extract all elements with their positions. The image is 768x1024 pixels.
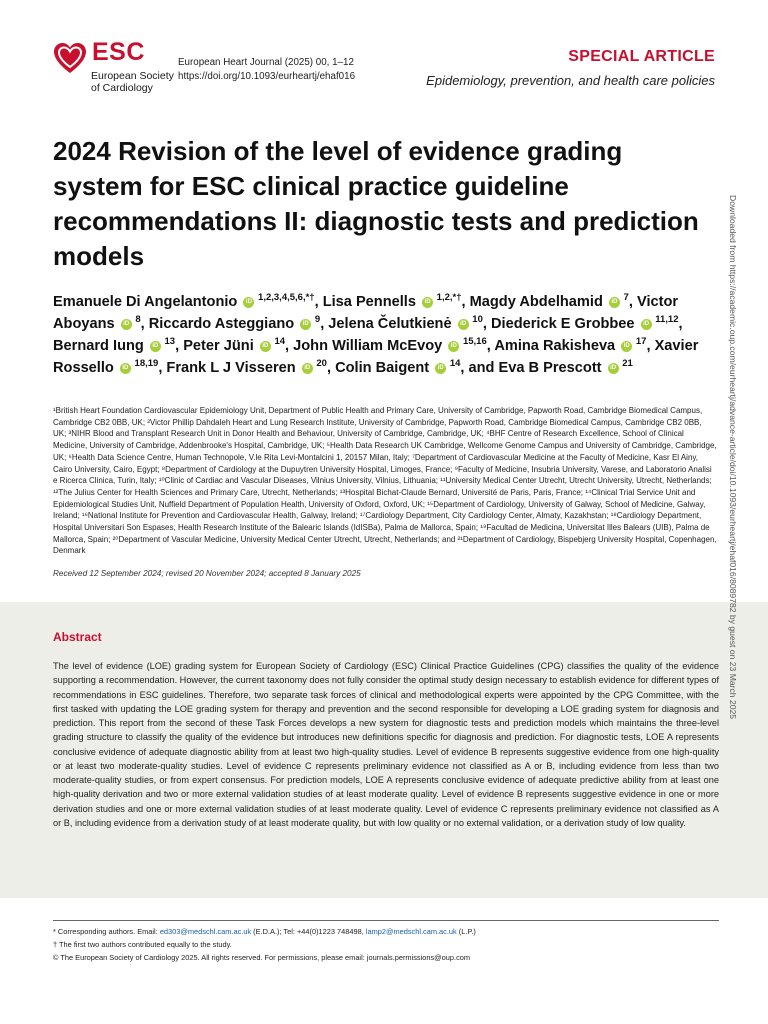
received-dates: Received 12 September 2024; revised 20 November 2024; accepted 8 January 2025 bbox=[53, 569, 361, 578]
author-name: Magdy Abdelhamid bbox=[469, 294, 603, 310]
author-affiliation-marks: 1,2,3,4,5,6,*† bbox=[255, 292, 315, 304]
orcid-icon[interactable]: iD bbox=[243, 297, 254, 308]
author bbox=[328, 316, 483, 332]
abstract-text: The level of evidence (LOE) grading system for European Society of Cardiology (ESC) Clinical Practice Guidelines (CPG) classifies the quality of the evidence supporting a recommendation. However, the current taxonomy does not fully consider the optimal study design necessary to establish evidence for different types of recommendations in ESC guidelines. Therefore, two separate task forces of clinical and methodological experts were appointed by the CPG Committee, with the first tasked with updating the LOE grading system for therapy and prevention and the second responsible for developing a LOE grading system for diagnosis and prediction. This report from the second of these Task Forces develops a new system for diagnostic tests and prediction models which maintains the three-level grading structure to classify the quality of the evidence but introduces new definitions specific for diagnosis and prediction. For diagnostic tests, LOE A represents conclusive evidence of adequate diagnostic ability from at least two high-quality studies. Level of evidence B represents suggestive evidence from one high-quality or at least two moderate-quality studies. Level of evidence C represents preliminary evidence not classified as A or B, including evidence from less than two moderate-quality studies, or from expert consensus. For prediction models, LOE A represents conclusive evidence of adequate predictive ability from at least one high-quality derivation and two or more external validation studies of at least moderate quality. Level of evidence B represents suggestive evidence in one or more derivation studies and one or more external validation studies of at least moderate quality. Level of evidence C represents preliminary evidence not classified as A or B, including evidence from a derivation study of at least moderate quality, but with low quality or no external validation, or a derivation study of low quality. bbox=[53, 661, 719, 828]
author-name: Peter Jüni bbox=[183, 338, 254, 354]
author-affiliation-marks: 11,12 bbox=[652, 314, 679, 326]
esc-logo-subtitle-line2: of Cardiology bbox=[91, 82, 153, 94]
author-name: Frank L J Visseren bbox=[166, 360, 296, 376]
author-affiliation-marks: 10 bbox=[469, 314, 483, 326]
author bbox=[494, 338, 646, 354]
paper-title: 2024 Revision of the level of evidence grading system for ESC clinical practice guideline recommendations II: diagnostic tests and prediction models bbox=[53, 136, 699, 271]
author-affiliation-marks: 9 bbox=[312, 314, 321, 326]
doi-link[interactable]: https://doi.org/10.1093/eurheartj/ehaf016 bbox=[178, 71, 356, 82]
author bbox=[53, 338, 175, 354]
author bbox=[499, 360, 633, 376]
footnote-divider bbox=[53, 920, 719, 921]
copyright-note: © The European Society of Cardiology 2025. All rights reserved. For permissions, please email: journals.permissions@oup.com bbox=[53, 953, 471, 962]
article-category: Epidemiology, prevention, and health care policies bbox=[426, 73, 715, 88]
email-link-1[interactable]: ed303@medschl.cam.ac.uk bbox=[159, 927, 252, 936]
equal-contribution-note: † The first two authors contributed equally to the study. bbox=[53, 940, 232, 949]
journal-citation: European Heart Journal (2025) 00, 1–12 bbox=[178, 57, 354, 68]
author bbox=[470, 294, 629, 310]
author-name: Lisa Pennells bbox=[322, 294, 416, 310]
author bbox=[491, 316, 679, 332]
orcid-icon[interactable]: iD bbox=[422, 297, 433, 308]
author-affiliation-marks: 14 bbox=[271, 336, 286, 348]
orcid-icon[interactable]: iD bbox=[121, 319, 132, 330]
author-affiliation-marks: 21 bbox=[619, 358, 633, 370]
author bbox=[183, 338, 285, 354]
author-name: Eva B Prescott bbox=[498, 360, 602, 376]
email-link-2[interactable]: lamp2@medschl.cam.ac.uk bbox=[365, 927, 457, 936]
author-name: Diederick E Grobbee bbox=[490, 316, 635, 332]
author-name: Jelena Čelutkienė bbox=[328, 316, 452, 332]
author-affiliation-marks: 20 bbox=[313, 358, 327, 370]
author bbox=[335, 360, 460, 376]
author-affiliation-marks: 17 bbox=[633, 336, 647, 348]
esc-logo-subtitle-line1: European Society bbox=[91, 70, 174, 82]
orcid-icon[interactable]: iD bbox=[641, 319, 652, 330]
orcid-icon[interactable]: iD bbox=[621, 341, 632, 352]
abstract-heading: Abstract bbox=[53, 630, 102, 644]
author-affiliation-marks: 15,16 bbox=[460, 336, 487, 348]
affiliations-block: ¹British Heart Foundation Cardiovascular Epidemiology Unit, Department of Public Health and Primary Care, University of Cambridge, Papworth Road, Cambridge Biomedical Campus, Cambridge CB2 0BB, UK; ²Victor Phillip Dahdaleh Heart and Lung Research Institute, University of Cambridge, Papworth Road, Cambridge Biomedical Campus, Cambridge CB2 0BB, UK; ³NIHR Blood and Transplant Research Unit in Donor Health and Behaviour, University of Cambridge, Cambridge, UK; ⁴BHF Centre of Research Excellence, School of Clinical Medicine, University of Cambridge, Addenbrooke's Hospital, Cambridge, UK; ⁵Health Data Research UK Cambridge, Wellcome Genome Campus and University of Cambridge, Cambridge, UK; ⁶Health Data Science Centre, Human Technopole, V.le Rita Levi-Montalcini 1, 20157 Milan, Italy; ⁷Department of Cardiovascular Medicine at the Faculty of Medicine, Kasr El Ainy, Cairo University, Cairo, Egypt; ⁸Department of Cardiology at the Dupuytren University Hospital, Limoges, France; ⁹Faculty of Medicine, Insubria University, Varese, and Laboratorio Analisi e Ricerca Clinica, Turin, Italy; ¹⁰Clinic of Cardiac and Vascular Diseases, Vilnius University, Vilnius, Lithuania; ¹¹University Medical Center Utrecht, Utrecht University, Utrecht, Netherlands; ¹²The Julius Center for Health Sciences and Primary Care, Utrecht, Netherlands; ¹³Hospital Bichat-Claude Bernard, Université de Paris, Paris, France; ¹⁴Clinical Trial Service Unit and Epidemiological Studies Unit, Nuffield Department of Population Health, University of Oxford, Oxford, UK; ¹⁵Department of Cardiology, University of Galway, School of Medicine, Galway, Ireland; ¹⁶National Institute for Prevention and Cardiovascular Health, Galway, Ireland; ¹⁷Cardiology Department, City Cardiology Center, Almaty, Kazakhstan; ¹⁸Cardiology Department, Hospital Universitari Son Espases, Health Research Institute of the Balearic Islands (IdISBa), Palma de Mallorca, Spain; ¹⁹Facultad de Medicina, Universitat Illes Balears (UIB), Palma de Mallorca, Spain; ²⁰Department of Vascular Medicine, University Medical Center Utrecht, Utrecht, Netherlands; and ²¹Department of Cardiology, Bispebjerg University Hospital, Copenhagen, Denmark bbox=[53, 406, 717, 556]
author-name: Emanuele Di Angelantonio bbox=[53, 294, 238, 310]
corresponding-author-note bbox=[53, 925, 719, 938]
author-affiliation-marks: 8 bbox=[132, 314, 141, 326]
corresponding-mid: (E.D.A.); Tel: +44(0)1223 748498, bbox=[251, 927, 366, 936]
author bbox=[53, 294, 315, 310]
article-type-label: SPECIAL ARTICLE bbox=[568, 48, 715, 65]
author-list: Emanuele Di Angelantonio iD $^{1,2,3,4,5,6,*\dagger}$, Lisa Pennells iD $^{1,2,*\dagger}$, Magdy Abdelhamid iD $^7$, Victor Aboyans iD $^8$, Riccardo Asteggiano iD $^9$, Jelena Čelutkienė iD $^{10}$, Diederick E Grobbee iD $^{11,12}$, Bernard Iung iD $^{13}$, Peter Jüni iD $^{14}$, John William McEvoy iD $^{15,16}$, Amina Rakisheva iD $^{17}$, Xavier Rossello iD $^{18,19}$, Frank L J Visseren iD $^{20}$, Colin Baigent iD $^{14}$, and Eva B Prescott iD $^{21}$ bbox=[53, 292, 699, 376]
author-name: Amina Rakisheva bbox=[494, 338, 616, 354]
orcid-icon[interactable]: iD bbox=[150, 341, 161, 352]
corresponding-suffix: (L.P.) bbox=[456, 927, 476, 936]
download-watermark bbox=[728, 195, 751, 795]
author-affiliation-marks: 18,19 bbox=[131, 358, 159, 370]
author bbox=[323, 294, 462, 310]
orcid-icon[interactable]: iD bbox=[300, 319, 311, 330]
footnotes bbox=[53, 925, 719, 964]
esc-heart-logo-icon bbox=[53, 42, 87, 76]
orcid-icon[interactable]: iD bbox=[435, 363, 446, 374]
download-watermark-text: Downloaded from https://academic.oup.com/eurheartj/advance-article/doi/10.1093/eurheartj/ehaf016/8089782 by guest on 23 March 2025 bbox=[728, 195, 738, 720]
author-affiliation-marks: 13 bbox=[161, 336, 176, 348]
author bbox=[149, 316, 320, 332]
author-name: John William McEvoy bbox=[293, 338, 443, 354]
orcid-icon[interactable]: iD bbox=[448, 341, 459, 352]
orcid-icon[interactable]: iD bbox=[302, 363, 313, 374]
author-affiliation-marks: 1,2,*† bbox=[434, 292, 462, 304]
esc-logo-text: ESC bbox=[92, 38, 145, 66]
author bbox=[293, 338, 487, 354]
author-affiliation-marks: 14 bbox=[447, 358, 461, 370]
orcid-icon[interactable]: iD bbox=[260, 341, 271, 352]
author bbox=[166, 360, 327, 376]
author-name: Colin Baigent bbox=[335, 360, 430, 376]
orcid-icon[interactable]: iD bbox=[609, 297, 620, 308]
author-name: Xavier Rossello bbox=[53, 338, 699, 376]
author-affiliation-marks: 7 bbox=[620, 292, 629, 304]
corresponding-prefix: * Corresponding authors. Email: bbox=[53, 927, 160, 936]
author-name: Riccardo Asteggiano bbox=[148, 316, 295, 332]
orcid-icon[interactable]: iD bbox=[458, 319, 469, 330]
orcid-icon[interactable]: iD bbox=[120, 363, 131, 374]
author-name: Victor Aboyans bbox=[53, 294, 679, 332]
author-name: Bernard Iung bbox=[53, 338, 144, 354]
orcid-icon[interactable]: iD bbox=[608, 363, 619, 374]
